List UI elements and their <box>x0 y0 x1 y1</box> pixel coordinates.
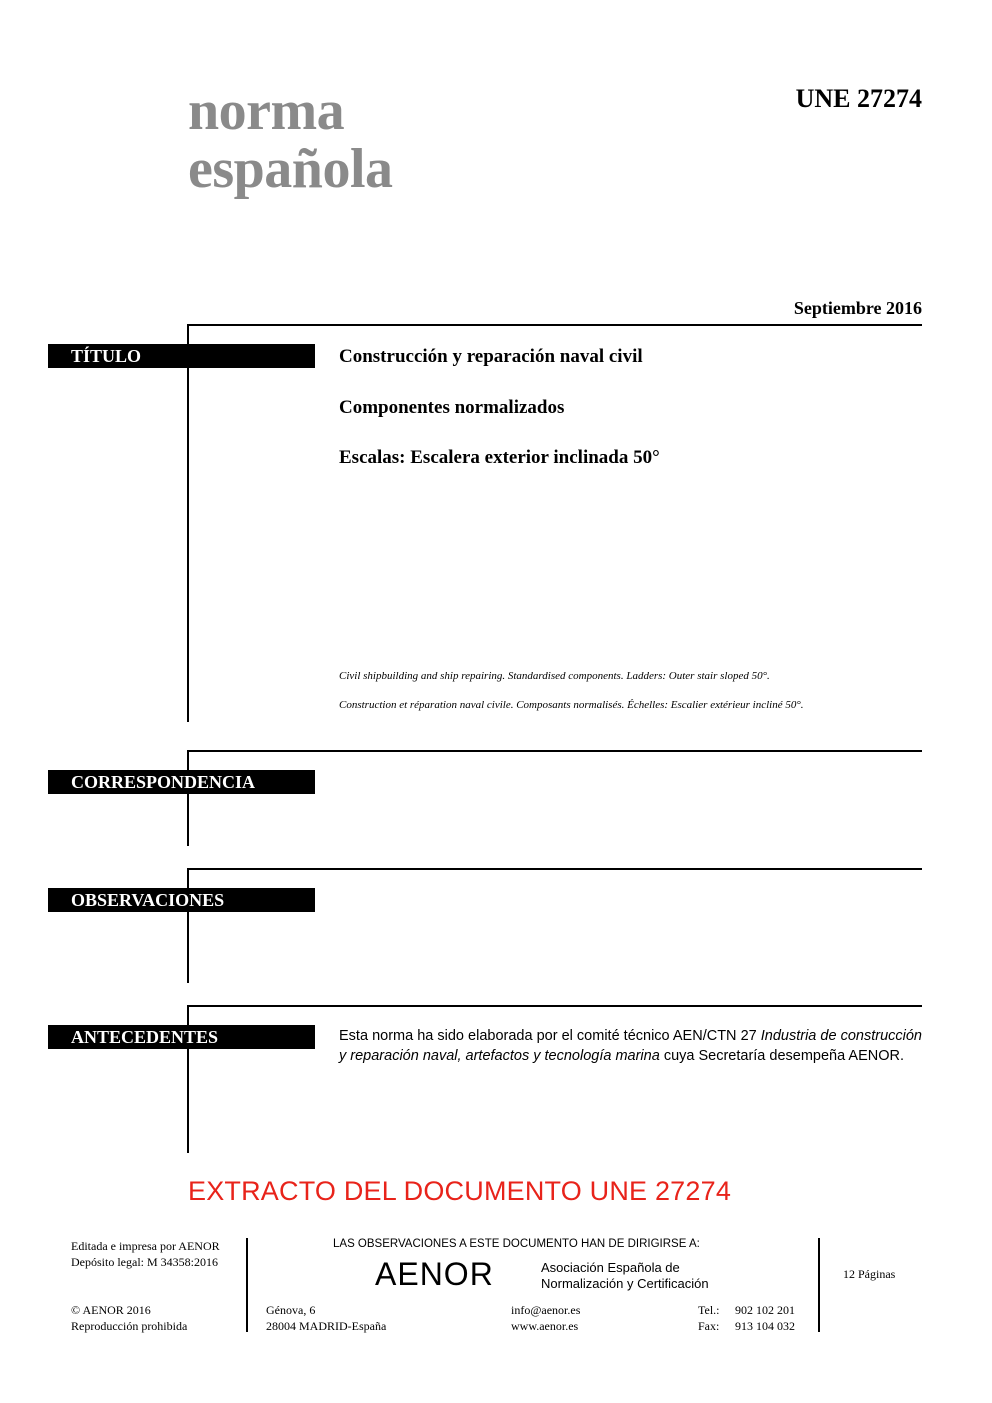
fax-label: Fax: <box>698 1319 720 1333</box>
title-translation-en: Civil shipbuilding and ship repairing. Standardised components. Ladders: Outer stair sloped 50°. <box>339 670 770 682</box>
section-rule-observaciones <box>187 868 189 983</box>
section-divider-titulo <box>188 324 922 326</box>
phone-labels <box>698 1302 720 1334</box>
org-line-1: Asociación Española de <box>541 1260 680 1275</box>
fax-number: 913 104 032 <box>735 1319 795 1333</box>
email-link[interactable]: info@aenor.es <box>511 1303 581 1317</box>
standard-code: UNE 27274 <box>795 84 922 113</box>
title-translation-fr: Construction et réparation naval civile. Composants normalisés. Échelles: Escalier extérieur incliné 50°. <box>339 699 804 711</box>
brand-line-2: española <box>188 138 393 200</box>
title-line-3: Escalas: Escalera exterior inclinada 50° <box>339 447 660 468</box>
observations-heading: LAS OBSERVACIONES A ESTE DOCUMENTO HAN DE DIRIGIRSE A: <box>333 1238 700 1250</box>
section-label-titulo: TÍTULO <box>48 344 315 368</box>
contact-web <box>511 1302 580 1334</box>
footer-publisher <box>71 1238 220 1270</box>
antecedentes-text-b: cuya Secretaría desempeña AENOR. <box>659 1048 905 1064</box>
section-label-antecedentes: ANTECEDENTES <box>48 1025 315 1049</box>
legal-deposit: Depósito legal: M 34358:2016 <box>71 1255 218 1269</box>
title-line-1: Construcción y reparación naval civil <box>339 346 643 367</box>
footer-copyright <box>71 1302 187 1334</box>
address-line-1: Génova, 6 <box>266 1303 316 1317</box>
aenor-logo: AENOR <box>375 1256 494 1292</box>
phone-numbers <box>735 1302 795 1334</box>
footer-divider-left <box>246 1238 248 1332</box>
footer-divider-right <box>818 1238 820 1332</box>
page-count: 12 Páginas <box>843 1267 896 1281</box>
brand-wordmark <box>188 82 393 198</box>
address-line-2: 28004 MADRID-España <box>266 1319 387 1333</box>
address <box>266 1302 386 1334</box>
org-line-2: Normalización y Certificación <box>541 1276 709 1291</box>
antecedentes-text-a: Esta norma ha sido elaborada por el comité técnico AEN/CTN 27 <box>339 1028 761 1044</box>
aenor-org-name <box>541 1260 709 1292</box>
extract-notice: EXTRACTO DEL DOCUMENTO UNE 27274 <box>188 1176 732 1206</box>
antecedentes-text <box>339 1026 922 1066</box>
section-rule-correspondencia <box>187 750 189 846</box>
section-label-correspondencia: CORRESPONDENCIA <box>48 770 315 794</box>
reproduction-notice: Reproducción prohibida <box>71 1319 188 1333</box>
edited-by: Editada e impresa por AENOR <box>71 1239 220 1253</box>
section-divider-antecedentes <box>188 1005 922 1007</box>
section-label-observaciones: OBSERVACIONES <box>48 888 315 912</box>
tel-number: 902 102 201 <box>735 1303 795 1317</box>
section-divider-observaciones <box>188 868 922 870</box>
website-link[interactable]: www.aenor.es <box>511 1319 579 1333</box>
committee-name: Industria de construcción y reparación naval, artefactos y tecnología marina <box>339 1028 922 1064</box>
publication-date: Septiembre 2016 <box>793 298 922 318</box>
section-divider-correspondencia <box>188 750 922 752</box>
brand-line-1: norma <box>188 80 345 142</box>
tel-label: Tel.: <box>698 1303 720 1317</box>
title-line-2: Componentes normalizados <box>339 397 565 418</box>
copyright: © AENOR 2016 <box>71 1303 151 1317</box>
section-rule-titulo <box>187 324 189 722</box>
